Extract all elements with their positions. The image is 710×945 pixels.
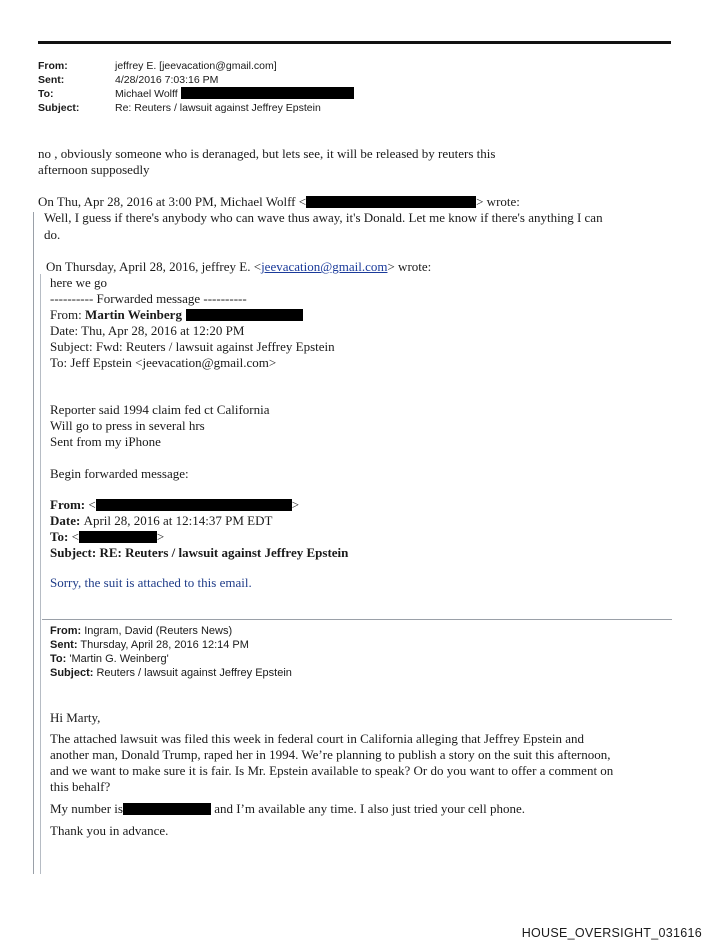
reuters-greeting: Hi Marty, <box>50 710 101 725</box>
number-prefix: My number is <box>50 801 123 816</box>
to-name: Michael Wolff <box>115 88 178 100</box>
jeffrey-intro-prefix: On Thursday, April 28, 2016, jeffrey E. < <box>46 259 262 274</box>
reuters-body-line-2: another man, Donald Trump, raped her in 1994. We’re planning to publish a story on the suit this afternoon, <box>50 747 611 762</box>
inner-to-open: < <box>71 529 79 544</box>
inner-from-line <box>50 497 299 513</box>
begin-forwarded: Begin forwarded message: <box>50 466 189 481</box>
wolff-intro-suffix: > wrote: <box>476 194 520 209</box>
fwd-from-name: Martin Weinberg <box>85 307 182 322</box>
fwd-to-line: To: Jeff Epstein <jeevacation@gmail.com> <box>50 355 277 370</box>
email-link[interactable]: jeevacation@gmail.com <box>261 259 388 274</box>
reuters-to-line <box>50 652 169 666</box>
reuters-sent-line <box>50 638 249 652</box>
inner-to-close: > <box>156 529 165 544</box>
reuters-from-label: From: <box>50 625 82 637</box>
redaction-block <box>306 196 476 208</box>
to-label: To: <box>38 88 54 100</box>
header-divider <box>38 41 671 44</box>
quote-bar-nested <box>40 274 41 874</box>
from-value: jeffrey E. [jeevacation@gmail.com] <box>115 60 277 72</box>
redaction-block <box>181 87 354 99</box>
fwd-date-line: Date: Thu, Apr 28, 2016 at 12:20 PM <box>50 323 245 338</box>
number-suffix: and I’m available any time. I also just tried your cell phone. <box>210 801 526 816</box>
inner-date-value: April 28, 2016 at 12:14:37 PM EDT <box>83 513 273 528</box>
inner-to-line <box>50 529 164 545</box>
redaction-block <box>123 803 211 815</box>
reuters-to-label: To: <box>50 653 67 665</box>
reply-line-2: afternoon supposedly <box>38 162 150 177</box>
forwarded-header: ---------- Forwarded message ---------- <box>50 291 247 306</box>
reuters-from-line <box>50 624 232 638</box>
jeffrey-line-1: here we go <box>50 275 108 290</box>
jeffrey-quote-intro <box>46 259 431 275</box>
wolff-quote-line-1: Well, I guess if there's anybody who can wave thus away, it's Donald. Let me know if there's anything I can <box>44 210 603 225</box>
redaction-block <box>96 499 292 511</box>
from-label: From: <box>38 60 68 72</box>
jeffrey-intro-suffix: > wrote: <box>387 259 432 274</box>
inner-from-close: > <box>291 497 300 512</box>
wolff-quote-intro <box>38 194 520 210</box>
inner-date-label: Date: <box>50 513 84 528</box>
inner-subject-label: Subject: <box>50 545 100 560</box>
reuters-number-line <box>50 801 525 817</box>
sent-value: 4/28/2016 7:03:16 PM <box>115 74 219 86</box>
subject-value: Re: Reuters / lawsuit against Jeffrey Epstein <box>115 102 321 114</box>
document-id: HOUSE_OVERSIGHT_031616 <box>521 926 702 940</box>
reuters-to-value: 'Martin G. Weinberg' <box>66 653 169 665</box>
wolff-intro-prefix: On Thu, Apr 28, 2016 at 3:00 PM, Michael Wolff < <box>38 194 307 209</box>
inner-from-label: From: <box>50 497 89 512</box>
sorry-line: Sorry, the suit is attached to this email. <box>50 575 252 590</box>
note-line-3: Sent from my iPhone <box>50 434 161 449</box>
fwd-from-line <box>50 307 303 323</box>
fwd-from-label: From: <box>50 307 86 322</box>
sent-label: Sent: <box>38 74 65 86</box>
reuters-body-line-1: The attached lawsuit was filed this week in federal court in California alleging that Jeffrey Epstein and <box>50 731 585 746</box>
wolff-quote-line-2: do. <box>44 227 61 242</box>
reuters-body-line-3: and we want to make sure it is fair. Is Mr. Epstein available to speak? Or do you want to offer a comment on <box>50 763 614 778</box>
fwd-subject-line: Subject: Fwd: Reuters / lawsuit against Jeffrey Epstein <box>50 339 335 354</box>
inner-subject-line <box>50 545 348 561</box>
inner-from-open: < <box>88 497 96 512</box>
reuters-thanks: Thank you in advance. <box>50 823 169 838</box>
inner-subject-value: RE: Reuters / lawsuit against Jeffrey Epstein <box>99 545 349 560</box>
subject-label: Subject: <box>38 102 80 114</box>
redaction-block <box>186 309 303 321</box>
reuters-subject-label: Subject: <box>50 667 94 679</box>
note-line-1: Reporter said 1994 claim fed ct California <box>50 402 270 417</box>
reuters-subject-line <box>50 666 292 680</box>
reuters-sent-value: Thursday, April 28, 2016 12:14 PM <box>77 639 249 651</box>
reuters-divider <box>42 619 672 620</box>
note-line-2: Will go to press in several hrs <box>50 418 205 433</box>
reuters-body-line-4: this behalf? <box>50 779 111 794</box>
reuters-from-value: Ingram, David (Reuters News) <box>81 625 233 637</box>
redaction-block <box>79 531 157 543</box>
to-value <box>115 87 354 101</box>
inner-date-line <box>50 513 272 529</box>
reuters-subject-value: Reuters / lawsuit against Jeffrey Epstein <box>93 667 292 679</box>
inner-to-label: To: <box>50 529 72 544</box>
quote-bar <box>33 212 34 874</box>
reply-line-1: no , obviously someone who is deranaged, but lets see, it will be released by reuters this <box>38 146 496 161</box>
reuters-sent-label: Sent: <box>50 639 78 651</box>
